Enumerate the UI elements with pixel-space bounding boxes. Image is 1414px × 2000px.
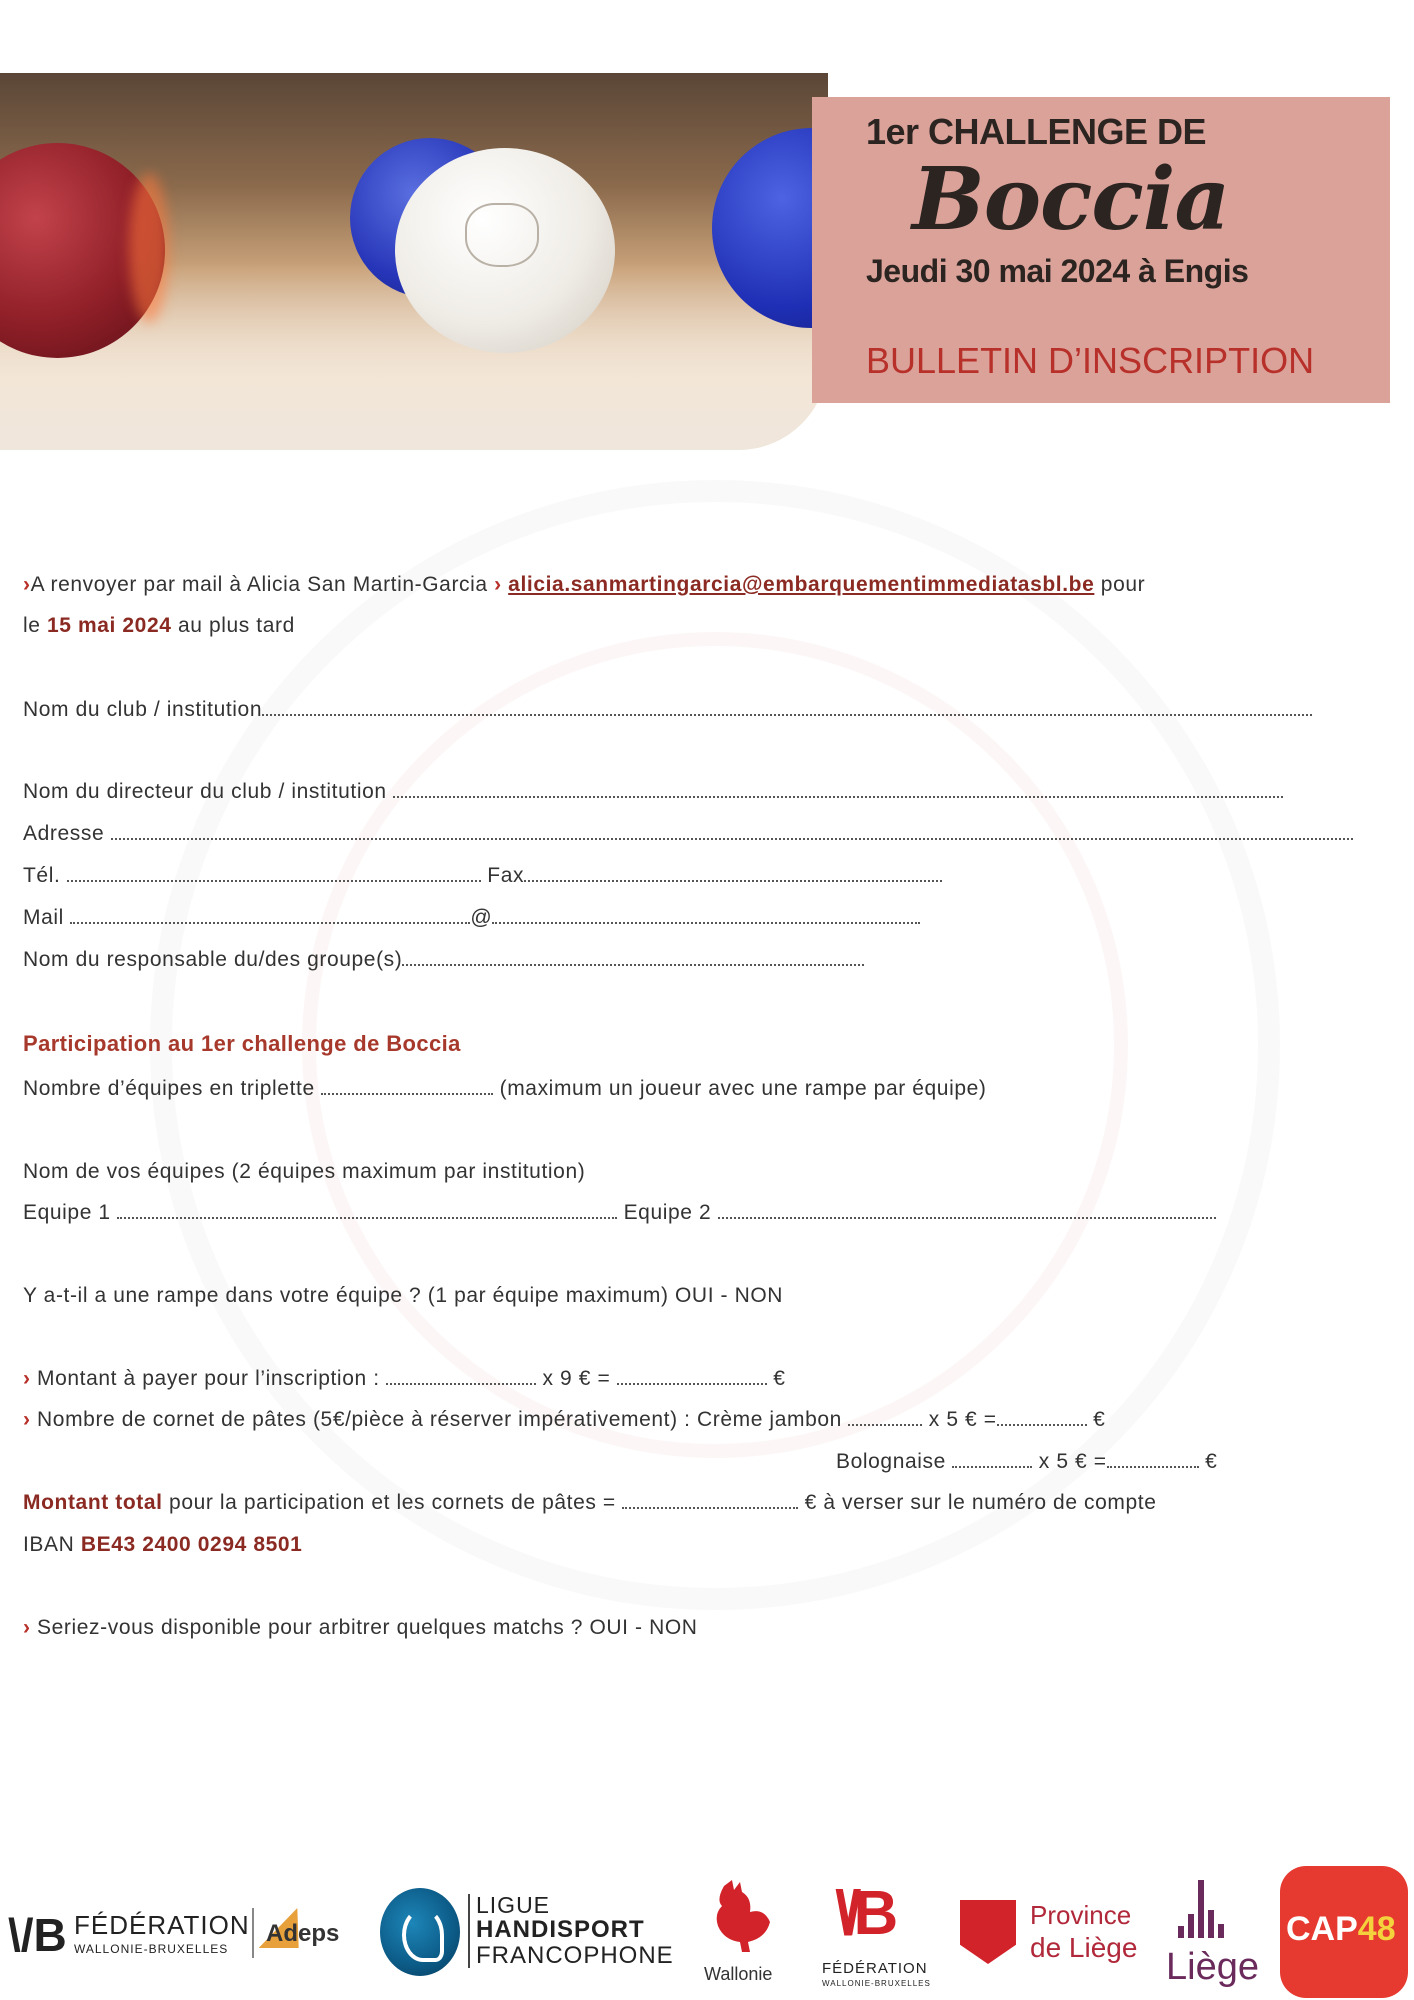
arrow-icon: › <box>23 1616 31 1639</box>
team2-input-line[interactable] <box>718 1201 1216 1219</box>
province-text1: Province <box>1030 1900 1132 1930</box>
amount-total-input-line[interactable] <box>617 1367 767 1385</box>
team-names-label: Nom de vos équipes (2 équipes maximum par institution) <box>23 1160 586 1183</box>
arrow-icon: › <box>23 1367 31 1390</box>
field-amount: › Montant à payer pour l’inscription : x 9 € = € <box>23 1367 786 1390</box>
sponsor-logos <box>0 1860 1414 2000</box>
iban-number: BE43 2400 0294 8501 <box>80 1533 303 1556</box>
bolognaise-total-input-line[interactable] <box>1107 1450 1199 1468</box>
logo-separator <box>468 1894 470 1968</box>
mail-domain-input-line[interactable] <box>492 906 920 924</box>
ramp-question: Y a-t-il a une rampe dans votre équipe ? (1 par équipe maximum) OUI - NON <box>23 1284 784 1307</box>
field-teams: Nombre d’équipes en triplette (maximum un joueur avec une rampe par équipe) <box>23 1077 987 1100</box>
deadline: 15 mai 2024 <box>46 614 172 637</box>
field-total: Montant total pour la participation et les cornets de pâtes = € à verser sur le numéro de compte <box>23 1491 1157 1514</box>
field-cornets: › Nombre de cornet de pâtes (5€/pièce à réserver impérativement) : Crème jambon x 5 € = € <box>23 1408 1106 1431</box>
liege-bars-icon <box>1170 1874 1230 1944</box>
iban-line: IBAN BE43 2400 0294 8501 <box>23 1533 303 1556</box>
liege-text: Liège <box>1166 1946 1259 1988</box>
hero-photo-boccia-balls <box>0 73 828 450</box>
referee-question: › Seriez-vous disponible pour arbitrer quelques matchs ? OUI - NON <box>23 1616 698 1639</box>
intro-line2: le 15 mai 2024 au plus tard <box>23 614 295 637</box>
total-label: Montant total <box>23 1491 163 1514</box>
fax-input-line[interactable] <box>524 864 942 882</box>
amount-count-input-line[interactable] <box>386 1367 536 1385</box>
director-input-line[interactable] <box>393 780 1283 798</box>
section-participation-title: Participation au 1er challenge de Boccia <box>23 1031 461 1056</box>
jambon-total-input-line[interactable] <box>997 1408 1087 1426</box>
fwb-logo-text: FÉDÉRATION <box>74 1910 250 1940</box>
field-mail: Mail @ <box>23 906 920 930</box>
handisport-text1: LIGUE <box>476 1892 551 1918</box>
logo-separator <box>252 1908 254 1958</box>
arrow-icon: › <box>494 573 502 596</box>
title-box <box>812 97 1390 403</box>
jambon-count-input-line[interactable] <box>848 1408 922 1426</box>
address-input-line[interactable] <box>111 822 1353 840</box>
mail-user-input-line[interactable] <box>70 906 470 924</box>
fwb-logo-subtext: WALLONIE-BRUXELLES <box>74 1942 229 1956</box>
field-team-names: Equipe 1 Equipe 2 <box>23 1201 1216 1225</box>
title-line1: 1er CHALLENGE DE <box>866 111 1207 152</box>
field-tel-fax: Tél. Fax <box>23 864 942 888</box>
handisport-logo-icon <box>380 1888 460 1976</box>
field-director: Nom du directeur du club / institution <box>23 780 1283 804</box>
province-shield-icon <box>960 1900 1016 1964</box>
arrow-icon: › <box>23 1408 31 1431</box>
teams-count-input-line[interactable] <box>321 1077 493 1095</box>
email-link[interactable]: alicia.sanmartingarcia@embarquementimmediatasbl.be <box>508 573 1095 596</box>
fwb2-logo-text: FÉDÉRATION <box>822 1960 928 1977</box>
bolognaise-count-input-line[interactable] <box>952 1450 1032 1468</box>
wallonie-text: Wallonie <box>704 1964 773 1984</box>
title-boccia: Boccia <box>912 149 1230 250</box>
adeps-logo-text: Adeps <box>266 1920 340 1947</box>
fwb-logo-mark: \/B <box>8 1909 67 1961</box>
club-input-line[interactable] <box>262 698 1312 716</box>
bulletin-title: BULLETIN D’INSCRIPTION <box>866 340 1315 381</box>
team1-input-line[interactable] <box>117 1201 617 1219</box>
handisport-text2: HANDISPORT <box>476 1916 645 1943</box>
fwb2-logo-subtext: WALLONIE-BRUXELLES <box>822 1979 931 1988</box>
province-text2: de Liège <box>1030 1932 1138 1963</box>
total-input-line[interactable] <box>622 1491 798 1509</box>
field-bolognaise: Bolognaise x 5 € = € <box>836 1450 1218 1473</box>
handisport-text3: FRANCOPHONE <box>476 1942 674 1969</box>
white-ball <box>395 148 615 353</box>
event-date: Jeudi 30 mai 2024 à Engis <box>866 253 1249 289</box>
field-responsible: Nom du responsable du/des groupe(s) <box>23 948 864 972</box>
intro-line1: ›A renvoyer par mail à Alicia San Martin-Garcia › alicia.sanmartingarcia@embarquementimmediatasbl.be pour <box>23 573 1146 596</box>
field-address: Adresse <box>23 822 1353 846</box>
tel-input-line[interactable] <box>67 864 481 882</box>
cap48-text: CAP48 <box>1286 1910 1396 1948</box>
arrow-icon: › <box>23 573 31 596</box>
wallonie-rooster-icon <box>704 1878 774 1958</box>
fwb2-logo-mark: \/B <box>835 1879 891 1948</box>
responsible-input-line[interactable] <box>402 948 864 966</box>
field-club: Nom du club / institution <box>23 698 1312 722</box>
